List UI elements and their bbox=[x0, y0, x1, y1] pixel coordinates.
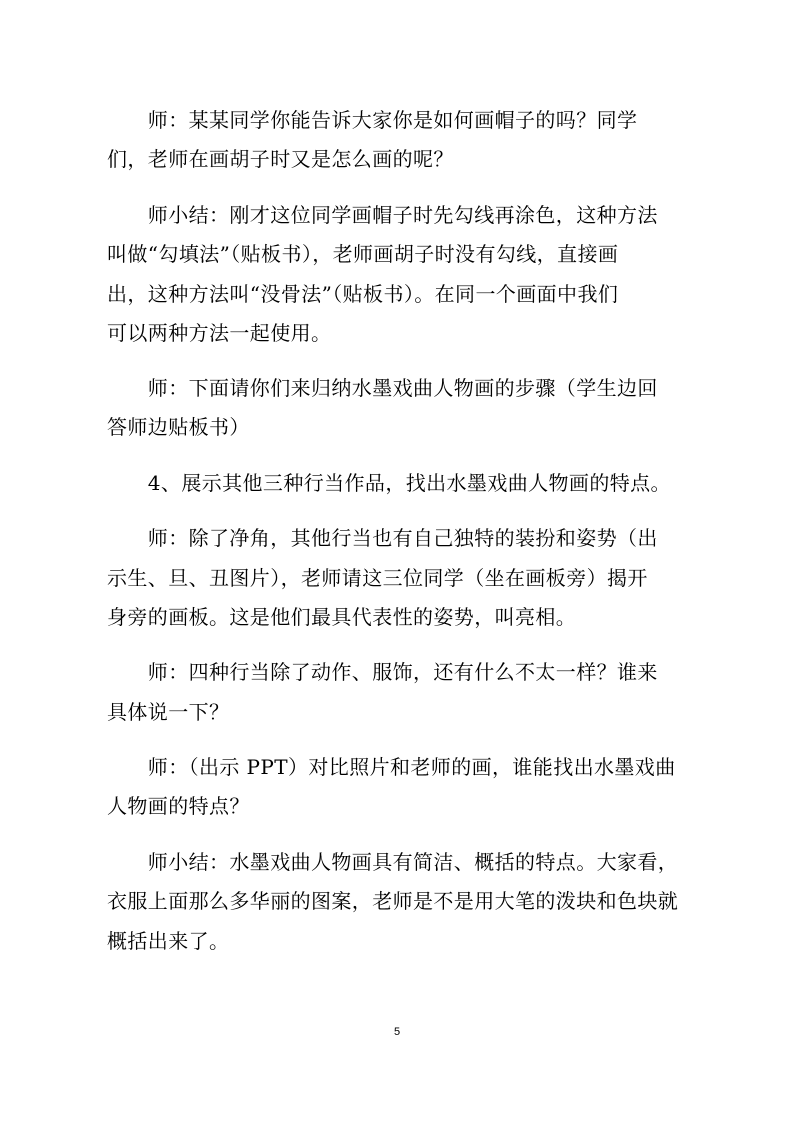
paragraph-2-line-1: 师小结：刚才这位同学画帽子时先勾线再涂色，这种方法 bbox=[107, 203, 658, 227]
paragraph-2-line-4: 可以两种方法一起使用。 bbox=[107, 321, 332, 345]
paragraph-2-line-3: 出，这种方法叫“没骨法”（贴板书）。在同一个画面中我们 bbox=[107, 282, 619, 306]
paragraph-5-line-3: 身旁的画板。这是他们最具代表性的姿势，叫亮相。 bbox=[107, 605, 577, 629]
paragraph-2-line-2: 叫做“勾填法”（贴板书），老师画胡子时没有勾线，直接画 bbox=[107, 242, 619, 266]
page-number: 5 bbox=[393, 1026, 401, 1038]
paragraph-6-line-1: 师：四种行当除了动作、服饰，还有什么不太一样？谁来 bbox=[107, 660, 658, 684]
paragraph-8-line-1: 师小结：水墨戏曲人物画具有简洁、概括的特点。大家看， bbox=[107, 850, 679, 874]
paragraph-1-line-1: 师：某某同学你能告诉大家你是如何画帽子的吗？同学 bbox=[107, 108, 638, 132]
paragraph-7-line-1: 师：（出示 PPT）对比照片和老师的画，谁能找出水墨戏曲 bbox=[107, 755, 676, 779]
paragraph-4-line-1: 4、展示其他三种行当作品，找出水墨戏曲人物画的特点。 bbox=[107, 471, 671, 495]
paragraph-8-line-3: 概括出来了。 bbox=[107, 929, 230, 953]
paragraph-5-line-2: 示生、旦、丑图片），老师请这三位同学（坐在画板旁）揭开 bbox=[107, 566, 648, 590]
paragraph-7-line-2: 人物画的特点？ bbox=[107, 794, 250, 818]
paragraph-3-line-1: 师：下面请你们来归纳水墨戏曲人物画的步骤（学生边回 bbox=[107, 376, 658, 400]
paragraph-3-line-2: 答师边贴板书） bbox=[107, 415, 250, 439]
paragraph-5-line-1: 师：除了净角，其他行当也有自己独特的装扮和姿势（出 bbox=[107, 526, 658, 550]
paragraph-1-line-2: 们，老师在画胡子时又是怎么画的呢？ bbox=[107, 147, 454, 171]
paragraph-8-line-2: 衣服上面那么多华丽的图案，老师是不是用大笔的泼块和色块就 bbox=[107, 889, 679, 913]
paragraph-6-line-2: 具体说一下？ bbox=[107, 700, 230, 724]
